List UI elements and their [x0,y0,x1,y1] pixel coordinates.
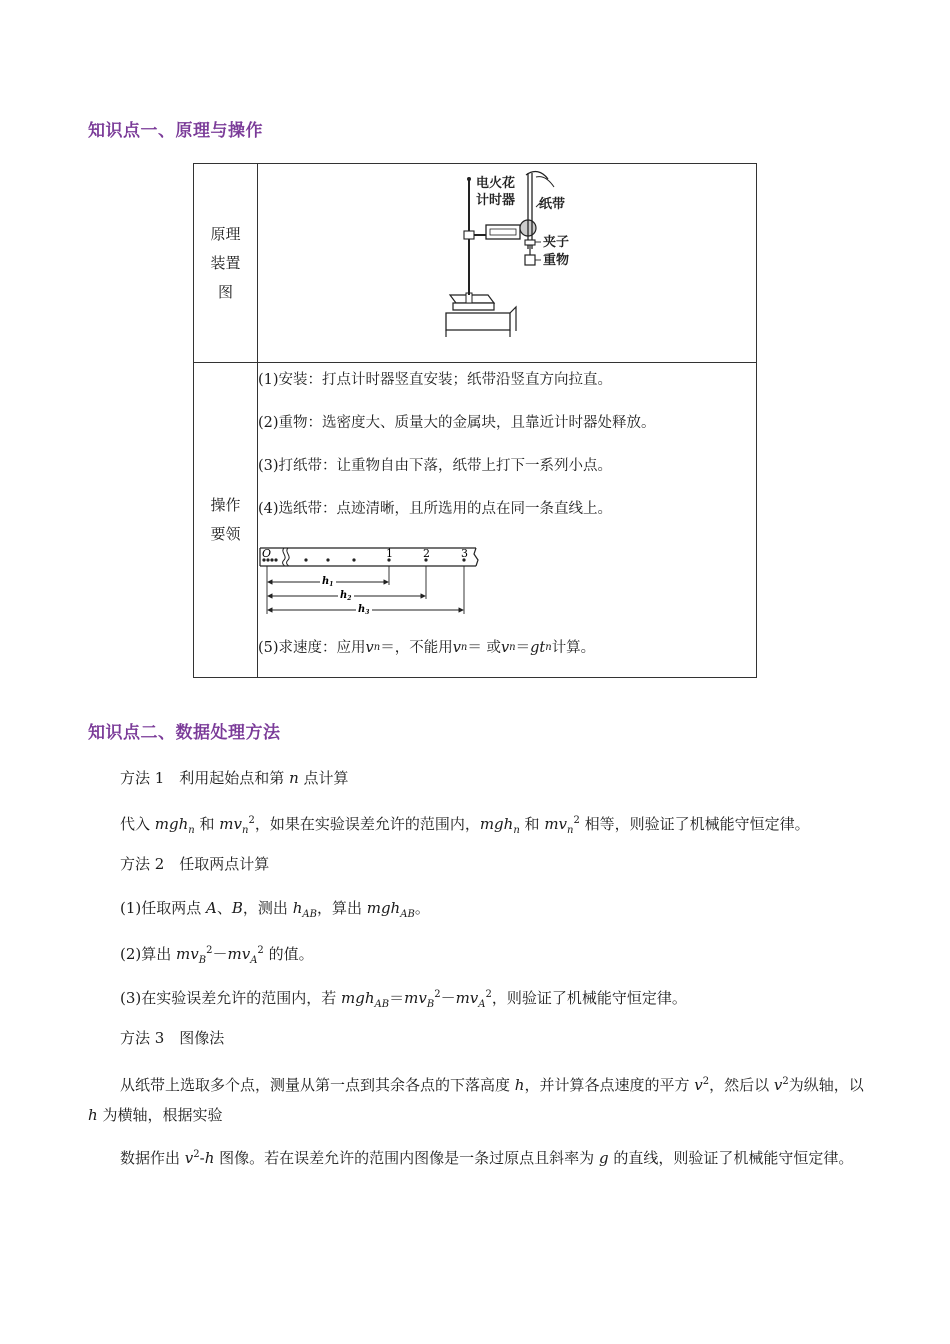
weight-label: 重物 [543,253,570,268]
label-line: 要领 [210,525,241,543]
clip [525,240,535,245]
point-label-3: 3 [461,547,468,560]
method-1-text: 代入 mgh$_n$ 和 $mv_n^2$，如果在实验误差允许的范围内，mgh$_n$ 和 $mv_n^2$ 相等，则验证了机械能守恒定律。 [120,815,810,836]
timer-label-1: 电火花 [476,176,516,191]
tape-dot [274,558,277,561]
lab-table [446,313,510,330]
apparatus-diagram [258,165,756,361]
tape-dot [304,558,307,561]
clip-label: 夹子 [543,235,570,250]
method-2-line-1: (1)任取两点 A、B，测出 $h_{AB}$，算出 mgh$_{AB}$。 [120,899,430,920]
timer-label-2: 计时器 [476,193,516,208]
step-2: (2)重物：选密度大、质量大的金属块，且靠近计时器处释放。 [258,415,656,431]
label-line: 图 [217,282,233,301]
method-3-title: 方法 3 图像法 [120,1029,225,1047]
h2-label: $h_2$ [340,590,352,602]
step-4: (4)选纸带：点迹清晰，且所选用的点在同一条直线上。 [258,501,613,517]
point-label-1: 1 [386,547,393,560]
method-2-title: 方法 2 任取两点计算 [120,855,270,873]
label-line: 操作 [210,496,241,514]
method-3-paragraph-1: 从纸带上选取多个点，测量从第一点到其余各点的下落高度 h，并计算各点速度的平方 $v^2$，然后以 $v^2$为纵轴，以 h 为横轴，根据实验 [88,1076,864,1124]
apparatus-diagram-cell [258,164,757,363]
method-1-title: 方法 1 利用起始点和第 n 点计算 [120,769,349,787]
operation-label [194,363,258,678]
label-line: 装置 [210,253,241,272]
section-heading-principle: 知识点一、原理与操作 [88,121,263,141]
label-line: 原理 [210,224,241,243]
h1-label: $h_1$ [322,576,334,588]
apparatus-label [194,164,258,363]
tape-figure [258,542,756,624]
step-3: (3)打纸带：让重物自由下落，纸带上打下一系列小点。 [258,458,613,474]
tape-dots [262,558,465,561]
origin-label: O [262,547,272,560]
tape-dot [326,558,329,561]
operation-steps [258,363,757,678]
section-heading-data-processing: 知识点二、数据处理方法 [88,723,281,743]
method-3-paragraph-2: 数据作出 $v^2-h$ 图像。若在误差允许的范围内图像是一条过原点且斜率为 g 的直线，则验证了机械能守恒定律。 [120,1149,854,1167]
step-5: (5)求速度：应用 v n ＝，不能用 v n ＝ 或 v n ＝ gt n 计算。 [258,640,596,656]
tape-dot [352,558,355,561]
tape-label: 纸带 [539,197,566,212]
point-label-2: 2 [423,547,430,560]
principle-operation-table [193,163,757,678]
step-1: (1)安装：打点计时器竖直安装；纸带沿竖直方向拉直。 [258,372,613,388]
weight [525,255,535,265]
method-2-line-3: (3)在实验误差允许的范围内，若 $mgh_{AB}=mv_B^2-mv_A^2$，则验证了机械能守恒定律。 [120,989,687,1010]
method-2-line-2: (2)算出 $mv_B^2-mv_A^2$ 的值。 [120,945,314,966]
h3-label: $h_3$ [358,604,370,616]
spark-timer [486,225,520,239]
paper-tape-diagram [258,542,488,622]
